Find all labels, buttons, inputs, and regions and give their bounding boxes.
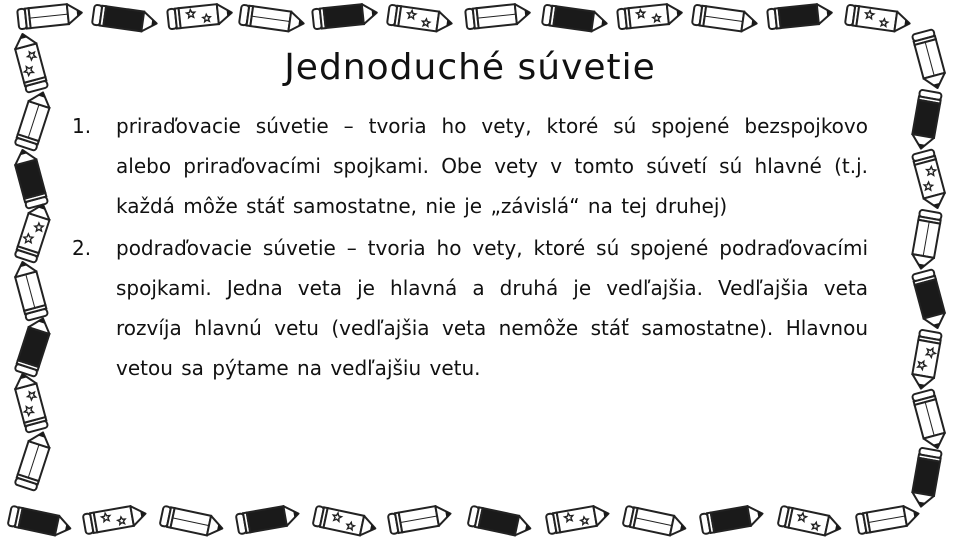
pencil-icon [15, 429, 54, 491]
item-number: 1. [72, 114, 92, 138]
pencil-icon [623, 506, 688, 538]
pencil-icon [910, 90, 942, 151]
pencil-icon [388, 504, 453, 534]
pencil-icon [617, 3, 683, 30]
pencil-icon [12, 259, 48, 321]
item-number: 2. [72, 236, 92, 260]
pencil-icon [8, 506, 73, 538]
pencil-icon [767, 3, 833, 30]
pencil-icon [15, 315, 54, 377]
pencil-icon [15, 89, 54, 151]
pencil-icon [542, 5, 608, 34]
pencil-icon [167, 3, 233, 30]
list-item-1 [72, 106, 868, 226]
pencil-icon [910, 330, 942, 391]
pencil-icon [692, 5, 758, 34]
item-text: priraďovacie súvetie – tvoria ho vety, ktoré sú spojené bezspojkovo alebo priraďovacími spojkami. Obe vety v tomto súvetí sú hlavné (t.j. každá môže stáť samostatne, nie je „závislá“ na tej druhej) [116, 114, 868, 218]
pencil-icon [313, 506, 378, 538]
pencil-icon [387, 5, 453, 34]
item-text: podraďovacie súvetie – tvoria ho vety, ktoré sú spojené podraďovacími spojkami. Jedna veta je hlavná a druhá je vedľajšia. Vedľajšia veta rozvíja hlavnú vetu (vedľajšia veta nemôže stáť samostatne). Hlavnou vetou sa pýtame na vedľajšiu vetu. [116, 236, 868, 380]
pencil-icon [160, 506, 225, 538]
pencil-icon [700, 504, 765, 534]
pencil-icon [856, 504, 921, 534]
pencil-icon [15, 201, 54, 263]
pencil-icon [465, 3, 531, 30]
pencil-icon [546, 504, 611, 534]
pencil-icon [92, 5, 158, 34]
pencil-icon [12, 147, 48, 209]
pencil-icon [17, 3, 83, 30]
document-body [72, 42, 868, 388]
page-title: Jednoduché súvetie [284, 47, 656, 88]
pencil-icon [239, 5, 305, 34]
pencil-icon [12, 31, 48, 93]
pencil-icon [910, 448, 942, 509]
list-item-2 [72, 228, 868, 388]
pencil-icon [778, 506, 843, 538]
pencil-icon [83, 504, 148, 534]
pencil-icon [912, 269, 948, 331]
pencil-icon [468, 506, 533, 538]
pencil-icon [910, 210, 942, 271]
pencil-icon [912, 149, 948, 211]
pencil-icon [912, 29, 948, 91]
pencil-icon [912, 389, 948, 451]
pencil-icon [312, 3, 378, 30]
pencil-icon [845, 5, 911, 34]
pencil-icon [12, 371, 48, 433]
pencil-icon [236, 504, 301, 534]
